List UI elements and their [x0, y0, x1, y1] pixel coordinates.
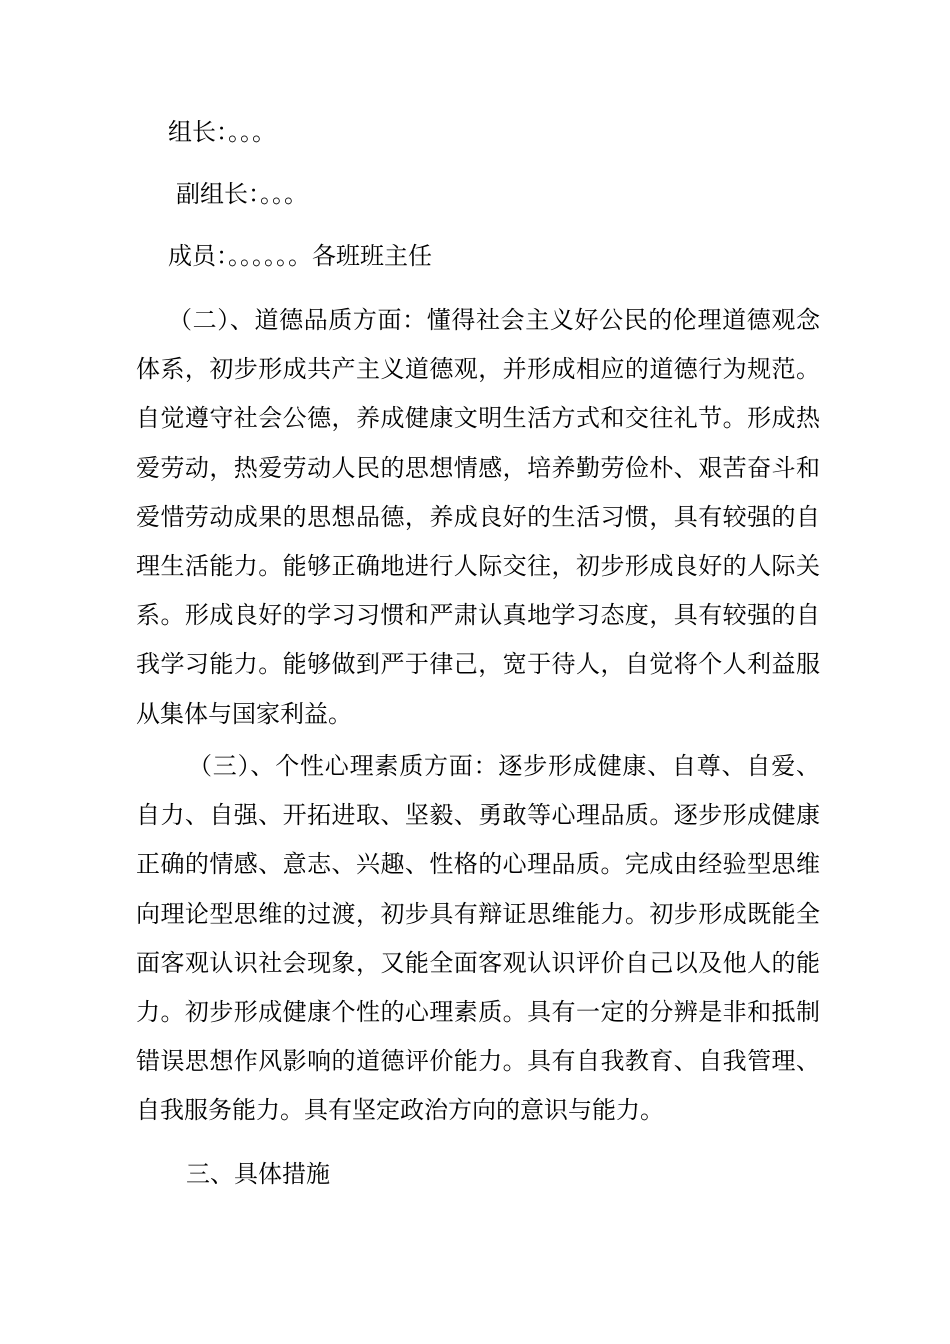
paragraph-line: （三）、个性心理素质方面：逐步形成健康、自尊、自爱、 [188, 752, 820, 780]
paragraph-line: 系。形成良好的学习习惯和严肃认真地学习态度，具有较强的自 [136, 601, 820, 630]
paragraph-line: 从集体与国家利益。 [136, 699, 352, 728]
paragraph-line: 错误思想作风影响的道德评价能力。具有自我教育、自我管理、 [136, 1047, 820, 1076]
moral-quality-paragraph [136, 304, 820, 747]
paragraph-line: 自我服务能力。具有坚定政治方向的意识与能力。 [136, 1096, 664, 1125]
paragraph-line: 爱惜劳动成果的思想品德，养成良好的生活习惯，具有较强的自 [136, 502, 820, 531]
paragraph-line: 自力、自强、开拓进取、坚毅、勇敢等心理品质。逐步形成健康 [136, 801, 820, 830]
paragraph-line: 正确的情感、意志、兴趣、性格的心理品质。完成由经验型思维 [136, 850, 820, 879]
section-heading: 三、具体措施 [186, 1160, 330, 1188]
leader-line: 组长：。。。 [168, 118, 276, 146]
paragraph-line: 向理论型思维的过渡，初步具有辩证思维能力。初步形成既能全 [136, 899, 820, 928]
paragraph-line: 我学习能力。能够做到严于律己，宽于待人，自觉将个人利益服 [136, 650, 820, 679]
paragraph-line: （二）、道德品质方面：懂得社会主义好公民的伦理道德观念 [168, 306, 820, 334]
paragraph-line: 自觉遵守社会公德，养成健康文明生活方式和交往礼节。形成热 [136, 404, 820, 433]
members-line: 成员：。。。。。。各班班主任 [168, 242, 432, 270]
paragraph-line: 爱劳动，热爱劳动人民的思想情感，培养勤劳俭朴、艰苦奋斗和 [136, 453, 820, 482]
deputy-leader-line: 副组长：。。。 [176, 180, 308, 208]
paragraph-line: 力。初步形成健康个性的心理素质。具有一定的分辨是非和抵制 [136, 997, 820, 1026]
paragraph-line: 理生活能力。能够正确地进行人际交往，初步形成良好的人际关 [136, 551, 820, 580]
personality-paragraph [136, 750, 820, 1144]
paragraph-line: 面客观认识社会现象，又能全面客观认识评价自己以及他人的能 [136, 948, 820, 977]
paragraph-line: 体系，初步形成共产主义道德观，并形成相应的道德行为规范。 [136, 355, 820, 384]
